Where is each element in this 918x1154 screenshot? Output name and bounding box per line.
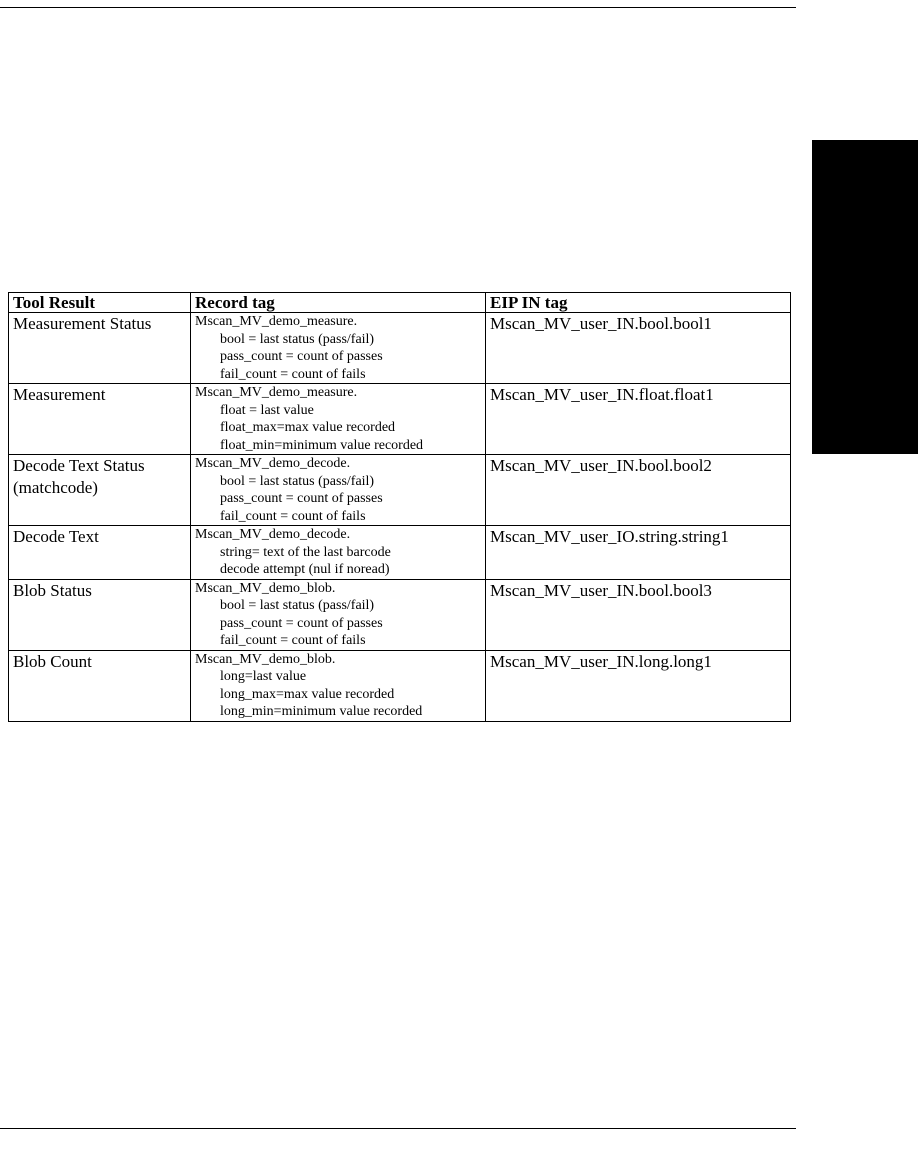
record-tag-cell xyxy=(191,384,486,455)
record-detail: decode attempt (nul if noread) xyxy=(220,562,390,577)
header-tool-result: Tool Result xyxy=(9,293,191,313)
tool-result-cell: Decode Text Status (matchcode) xyxy=(9,455,191,526)
record-tag-cell xyxy=(191,579,486,650)
record-detail: float = last value xyxy=(220,402,314,418)
chapter-side-tab xyxy=(812,140,918,454)
eip-tag-cell: Mscan_MV_user_IN.float.float1 xyxy=(486,384,791,455)
eip-tag-cell: Mscan_MV_user_IN.bool.bool2 xyxy=(486,455,791,526)
record-tag-name: Mscan_MV_demo_measure. xyxy=(195,314,358,329)
eip-tag-cell: Mscan_MV_user_IO.string.string1 xyxy=(486,526,791,580)
record-detail: long_max=max value recorded xyxy=(220,686,395,702)
table-row xyxy=(9,455,791,526)
record-detail: pass_count = count of passes xyxy=(220,349,383,364)
record-detail: fail_count = count of fails xyxy=(220,633,366,648)
record-tag-cell xyxy=(191,313,486,384)
record-detail: bool = last status (pass/fail) xyxy=(220,473,375,489)
record-tag-name: Mscan_MV_demo_decode. xyxy=(195,527,351,542)
record-detail: long=last value xyxy=(220,669,307,684)
record-detail: bool = last status (pass/fail) xyxy=(220,331,375,347)
tool-result-cell: Decode Text xyxy=(9,526,191,580)
tool-result-cell: Blob Count xyxy=(9,650,191,721)
record-detail: pass_count = count of passes xyxy=(220,615,383,631)
tool-result-cell: Measurement Status xyxy=(9,313,191,384)
table-row xyxy=(9,313,791,384)
record-detail: string= text of the last barcode xyxy=(220,544,391,560)
table-row xyxy=(9,650,791,721)
eip-tag-cell: Mscan_MV_user_IN.bool.bool3 xyxy=(486,579,791,650)
table-row xyxy=(9,526,791,580)
record-detail: pass_count = count of passes xyxy=(220,491,383,506)
tag-mapping-table xyxy=(8,292,791,722)
record-tag-name: Mscan_MV_demo_decode. xyxy=(195,456,351,471)
eip-tag-cell: Mscan_MV_user_IN.long.long1 xyxy=(486,650,791,721)
record-tag-cell xyxy=(191,650,486,721)
tool-result-cell: Measurement xyxy=(9,384,191,455)
header-record-tag: Record tag xyxy=(191,293,486,313)
record-detail: float_min=minimum value recorded xyxy=(220,437,424,453)
record-tag-cell xyxy=(191,526,486,580)
record-detail: float_max=max value recorded xyxy=(220,420,396,435)
table-row xyxy=(9,384,791,455)
header-eip-in-tag: EIP IN tag xyxy=(486,293,791,313)
eip-tag-cell: Mscan_MV_user_IN.bool.bool1 xyxy=(486,313,791,384)
tool-result-cell: Blob Status xyxy=(9,579,191,650)
record-tag-cell xyxy=(191,455,486,526)
record-tag-name: Mscan_MV_demo_blob. xyxy=(195,651,336,667)
record-detail: fail_count = count of fails xyxy=(220,366,366,382)
table-header-row xyxy=(9,293,791,313)
record-detail: bool = last status (pass/fail) xyxy=(220,598,375,613)
header-rule xyxy=(0,7,796,8)
record-detail: fail_count = count of fails xyxy=(220,508,366,524)
record-tag-name: Mscan_MV_demo_blob. xyxy=(195,580,336,596)
table-row xyxy=(9,579,791,650)
record-tag-name: Mscan_MV_demo_measure. xyxy=(195,385,358,400)
footer-rule xyxy=(0,1128,796,1129)
record-detail: long_min=minimum value recorded xyxy=(220,704,423,719)
